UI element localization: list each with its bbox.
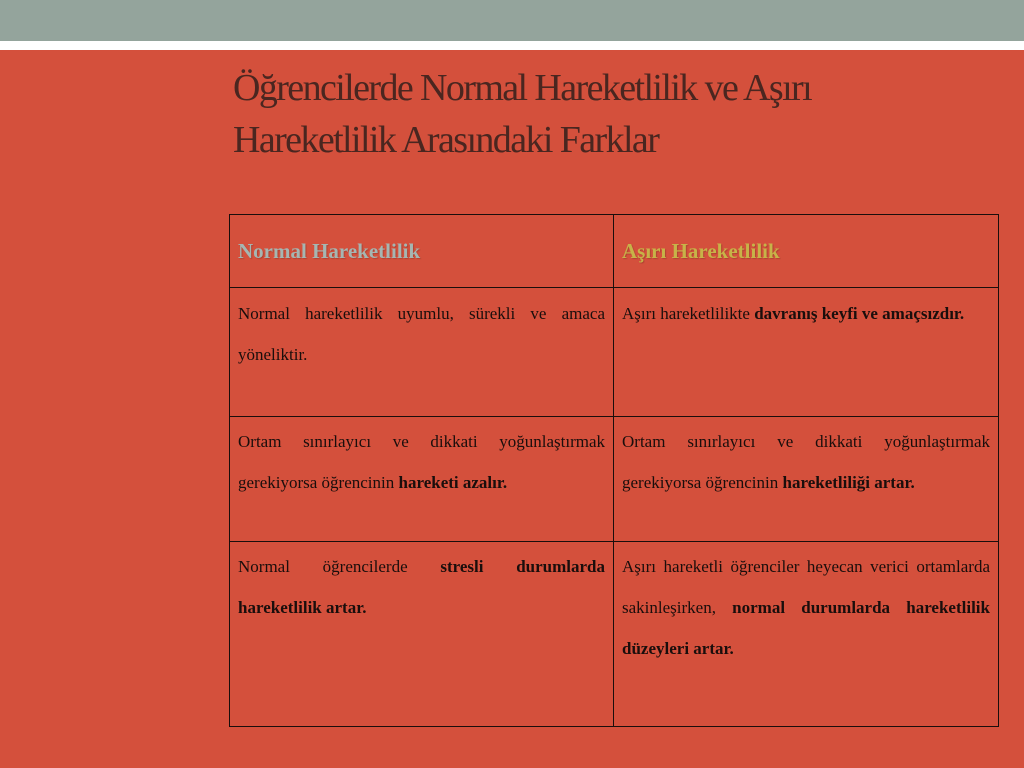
header-normal-hareketlilik: Normal Hareketlilik: [230, 215, 614, 288]
cell-bold-text: stresli durumlarda hareketlilik artar.: [238, 557, 605, 617]
table-row: [230, 542, 999, 727]
cell-text: Normal öğrencilerde: [238, 557, 441, 576]
cell-asiri-row-3: [614, 542, 999, 727]
cell-asiri-row-2: [614, 417, 999, 542]
table-row: [230, 417, 999, 542]
table-header-row: [230, 215, 999, 288]
cell-text: Aşırı hareketlilikte: [622, 304, 755, 323]
cell-bold-text: hareketi azalır.: [398, 473, 508, 492]
cell-normal-row-2: [230, 417, 614, 542]
cell-normal-row-1: [230, 288, 614, 417]
comparison-table: [229, 214, 999, 727]
cell-bold-text: normal durumlarda hareketlilik düzeyleri artar.: [622, 598, 990, 658]
top-decorative-band: [0, 0, 1024, 41]
cell-bold-text: davranış keyfi ve amaçsızdır.: [754, 304, 965, 323]
cell-text: Ortam sınırlayıcı ve dikkati yoğunlaştırmak gerekiyorsa öğrencinin: [622, 432, 990, 492]
slide-title-line-1: Öğrencilerde Normal Hareketlilik ve Aşırı: [233, 67, 812, 109]
header-asiri-hareketlilik: Aşırı Hareketlilik: [614, 215, 999, 288]
divider-stripe: [0, 41, 1024, 50]
slide-title: [233, 62, 993, 166]
cell-asiri-row-1: [614, 288, 999, 417]
cell-normal-row-3: [230, 542, 614, 727]
cell-text: Ortam sınırlayıcı ve dikkati yoğunlaştırmak gerekiyorsa öğrencinin: [238, 432, 605, 492]
table-row: [230, 288, 999, 417]
slide-title-line-2: Hareketlilik Arasındaki Farklar: [233, 119, 659, 161]
cell-bold-text: hareketliliği artar.: [782, 473, 915, 492]
cell-text: Normal hareketlilik uyumlu, sürekli ve amaca yöneliktir.: [238, 304, 605, 364]
cell-text: Aşırı hareketli öğrenciler heyecan verici ortamlarda sakinleşirken,: [622, 557, 990, 617]
